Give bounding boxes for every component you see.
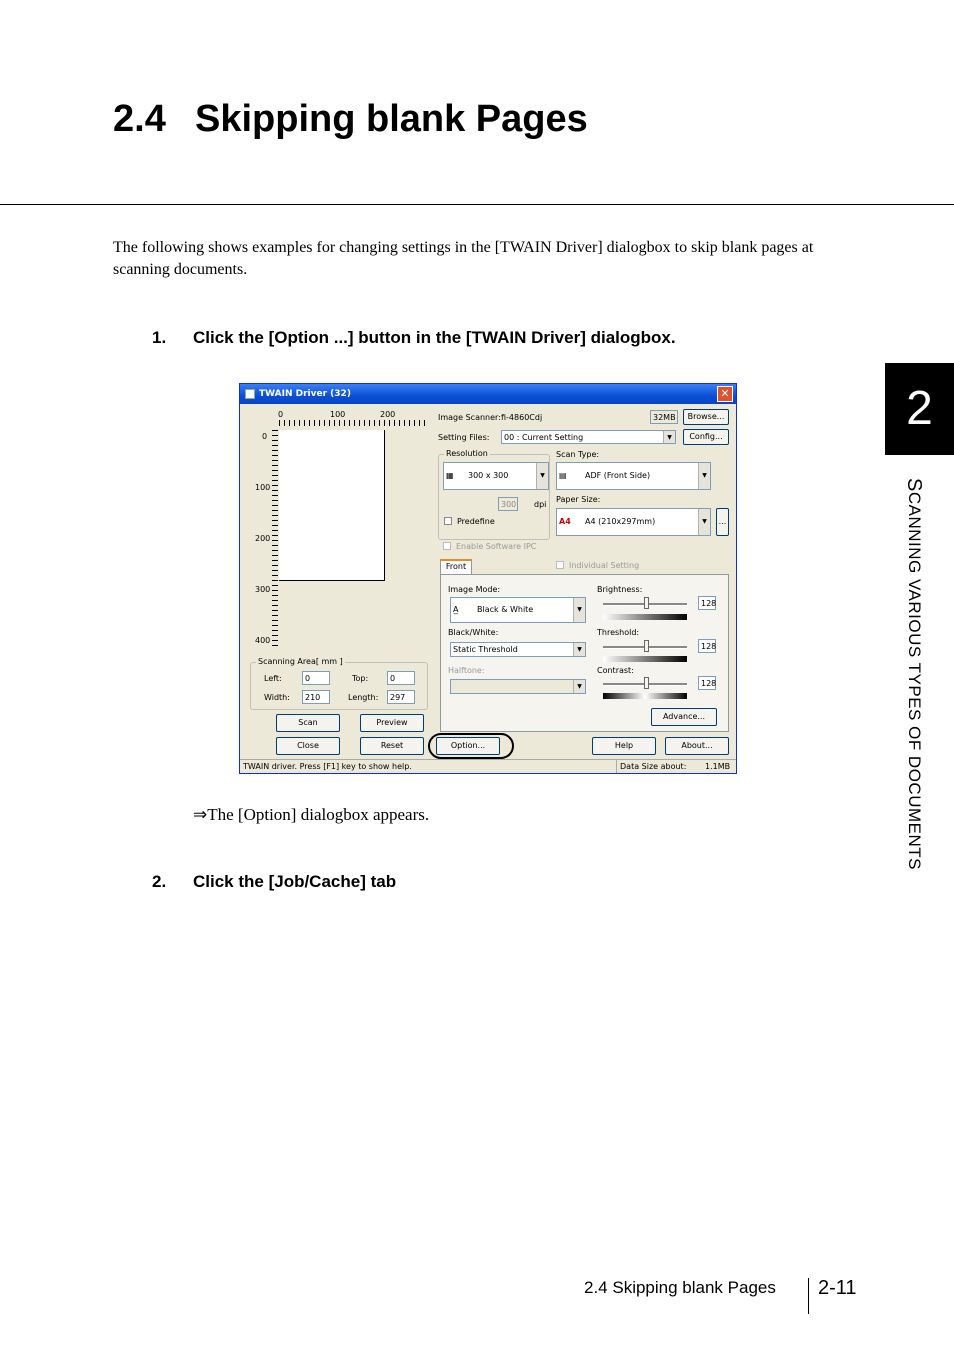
custom-dpi-input[interactable]: 300	[498, 497, 518, 511]
scan-type-label: Scan Type:	[556, 450, 600, 459]
chevron-down-icon[interactable]: ▼	[698, 509, 710, 535]
help-button[interactable]: Help	[592, 737, 656, 755]
ruler-top-200: 200	[380, 410, 396, 419]
memory-size: 32MB	[650, 410, 678, 424]
image-mode-select[interactable]	[450, 597, 586, 623]
brightness-gradient	[603, 614, 687, 620]
contrast-gradient	[603, 693, 687, 699]
image-mode-icon: A̲	[453, 605, 459, 614]
resolution-icon: ▦	[446, 471, 454, 480]
heading-rule	[0, 204, 954, 205]
halftone-select[interactable]	[450, 679, 586, 694]
paper-size-value: A4 (210x297mm)	[585, 517, 656, 526]
paper-size-more-button[interactable]: ...	[716, 508, 729, 536]
width-input[interactable]: 210	[302, 690, 330, 704]
step-1-text: Click the [Option ...] button in the [TWAIN Driver] dialogbox.	[193, 328, 676, 347]
contrast-label: Contrast:	[597, 666, 634, 675]
close-button[interactable]: Close	[276, 737, 340, 755]
ruler-left	[272, 430, 278, 650]
ruler-left-200: 200	[255, 534, 271, 543]
status-divider	[616, 760, 617, 773]
contrast-thumb[interactable]	[644, 677, 649, 689]
paper-size-select[interactable]	[556, 508, 711, 536]
browse-button[interactable]: Browse...	[683, 409, 729, 425]
brightness-label: Brightness:	[597, 585, 643, 594]
individual-setting-label: Individual Setting	[569, 561, 640, 570]
predefine-label: Predefine	[457, 517, 495, 526]
brightness-input[interactable]: 128	[698, 596, 716, 610]
left-label: Left:	[264, 674, 282, 683]
status-data-size-label: Data Size about:	[620, 762, 687, 771]
threshold-thumb[interactable]	[644, 640, 649, 652]
chevron-down-icon[interactable]: ▼	[573, 598, 585, 622]
config-button[interactable]: Config...	[683, 429, 729, 445]
paper-icon: A4	[559, 517, 571, 526]
dialog-title: TWAIN Driver (32)	[259, 389, 351, 399]
halftone-label: Halftone:	[448, 666, 485, 675]
setting-files-value: 00 : Current Setting	[504, 433, 584, 442]
threshold-gradient	[603, 656, 687, 662]
ruler-top-100: 100	[330, 410, 346, 419]
chapter-title-initial: S	[903, 478, 925, 492]
app-icon	[245, 389, 255, 399]
chapter-title-vertical	[902, 478, 925, 870]
setting-files-select[interactable]	[501, 430, 676, 444]
enable-ipc-checkbox[interactable]	[443, 542, 451, 550]
enable-ipc-label: Enable Software IPC	[456, 542, 537, 551]
threshold-label: Threshold:	[597, 628, 640, 637]
paper-size-label: Paper Size:	[556, 495, 601, 504]
ruler-left-300: 300	[255, 585, 271, 594]
contrast-input[interactable]: 128	[698, 676, 716, 690]
top-label: Top:	[352, 674, 369, 683]
chevron-down-icon[interactable]: ▼	[536, 463, 548, 489]
dialog-titlebar	[240, 384, 736, 404]
status-bar	[240, 759, 736, 773]
image-mode-value: Black & White	[477, 605, 534, 614]
section-title: Skipping blank Pages	[195, 98, 588, 140]
image-scanner-value: fi-4860Cdj	[501, 413, 543, 422]
twain-driver-dialog	[239, 383, 737, 774]
scan-type-select[interactable]	[556, 462, 711, 490]
about-button[interactable]: About...	[665, 737, 729, 755]
section-heading	[113, 98, 588, 141]
option-highlight-oval	[428, 733, 514, 759]
close-icon[interactable]: ✕	[717, 386, 733, 402]
status-data-size-value: 1.1MB	[705, 762, 731, 771]
width-label: Width:	[264, 693, 290, 702]
intro-paragraph: The following shows examples for changing settings in the [TWAIN Driver] dialogbox to skip blank pages at scanning documents.	[113, 239, 814, 278]
tab-front[interactable]: Front	[440, 559, 472, 574]
step-2	[152, 872, 396, 892]
ruler-top-0: 0	[278, 410, 284, 419]
brightness-thumb[interactable]	[644, 597, 649, 609]
length-label: Length:	[348, 693, 379, 702]
page-number: 2-11	[818, 1277, 857, 1299]
footer-section: 2.4 Skipping blank Pages	[584, 1278, 776, 1297]
advance-button[interactable]: Advance...	[651, 708, 717, 726]
top-input[interactable]: 0	[387, 671, 415, 685]
individual-setting-checkbox[interactable]	[556, 561, 564, 569]
chevron-down-icon[interactable]: ▼	[663, 431, 675, 443]
result-text: ⇒The [Option] dialogbox appears.	[193, 805, 430, 824]
section-number: 2.4	[113, 98, 166, 140]
step-2-text: Click the [Job/Cache] tab	[193, 872, 397, 891]
black-white-label: Black/White:	[448, 628, 499, 637]
image-mode-label: Image Mode:	[448, 585, 501, 594]
ruler-left-400: 400	[255, 636, 271, 645]
left-input[interactable]: 0	[302, 671, 330, 685]
resolution-label: Resolution	[446, 449, 488, 458]
scanner-icon: ▤	[559, 471, 567, 480]
chapter-number-tab: 2	[885, 363, 954, 455]
ruler-left-100: 100	[255, 483, 271, 492]
length-input[interactable]: 297	[387, 690, 415, 704]
scanning-area-label: Scanning Area[ mm ]	[258, 657, 343, 666]
option-button[interactable]: Option...	[436, 737, 500, 755]
resolution-select[interactable]	[443, 462, 549, 490]
preview-area[interactable]	[250, 410, 430, 660]
scan-page-area[interactable]	[279, 430, 385, 581]
setting-files-label: Setting Files:	[438, 433, 490, 442]
step-2-number: 2.	[152, 872, 167, 891]
predefine-checkbox[interactable]	[444, 517, 452, 525]
step-1-number: 1.	[152, 328, 167, 347]
reset-button[interactable]: Reset	[360, 737, 424, 755]
chapter-title-rest: CANNING VARIOUS TYPES OF DOCUMENTS	[905, 491, 924, 870]
footer-divider	[808, 1278, 809, 1314]
ruler-top	[279, 420, 429, 426]
dpi-label: dpi	[534, 500, 547, 509]
chevron-down-icon[interactable]: ▼	[698, 463, 710, 489]
black-white-value: Static Threshold	[453, 645, 518, 654]
preview-button[interactable]: Preview	[360, 714, 424, 732]
chevron-down-icon[interactable]: ▼	[573, 643, 585, 656]
black-white-select[interactable]	[450, 642, 586, 657]
image-scanner-label: Image Scanner:	[438, 413, 501, 422]
status-help-text: TWAIN driver. Press [F1] key to show help.	[243, 762, 412, 771]
ruler-left-0: 0	[262, 432, 268, 441]
threshold-input[interactable]: 128	[698, 639, 716, 653]
step-1	[152, 328, 676, 348]
scan-type-value: ADF (Front Side)	[585, 471, 651, 480]
resolution-value: 300 x 300	[468, 471, 509, 480]
scan-button[interactable]: Scan	[276, 714, 340, 732]
chevron-down-icon[interactable]: ▼	[573, 680, 585, 693]
